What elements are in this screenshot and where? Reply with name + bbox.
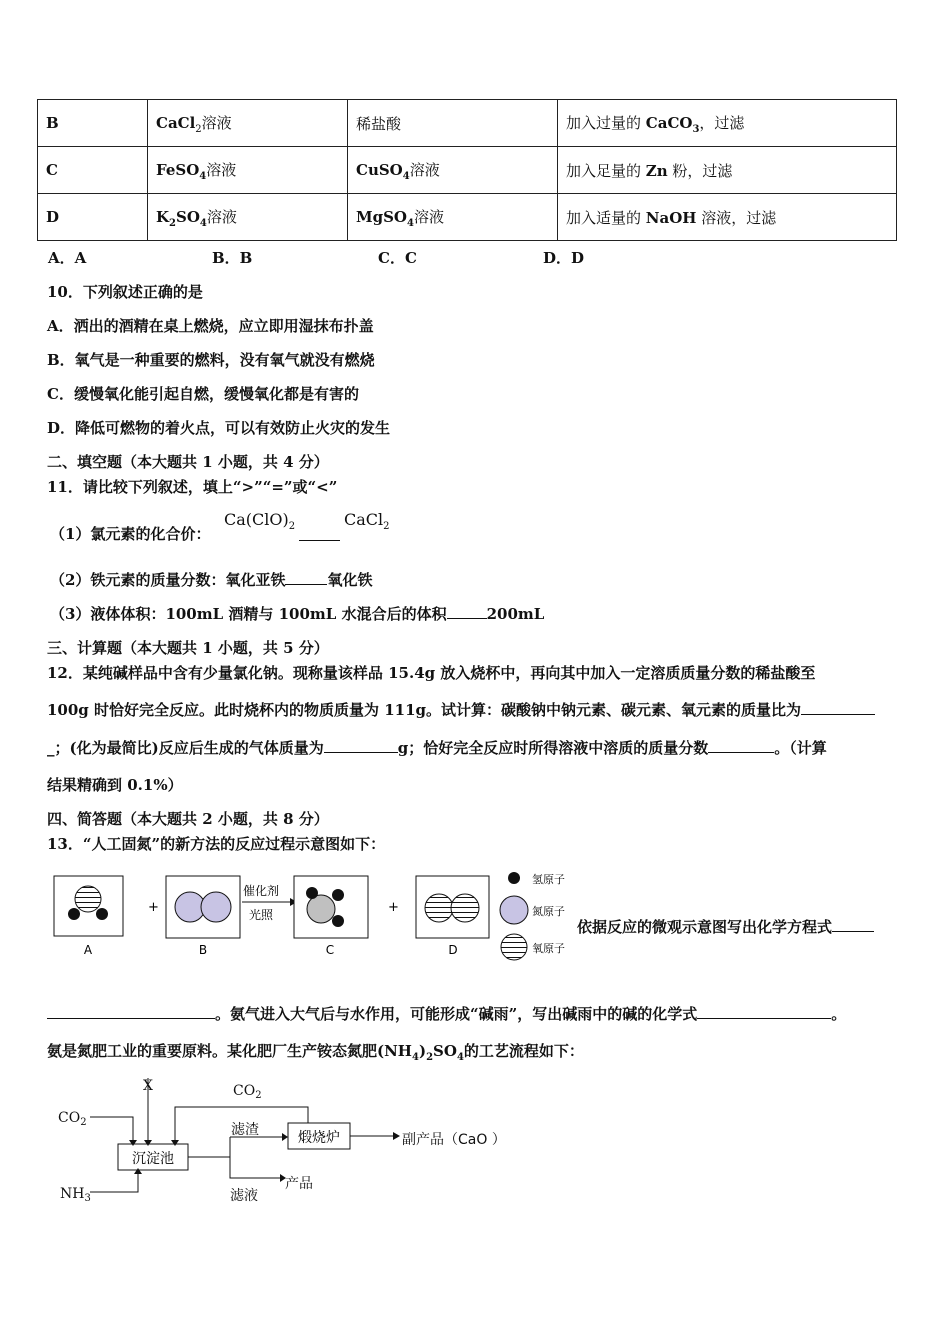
row-label: D [38, 194, 148, 241]
q11-stem: 11．请比较下列叙述，填上“>”“=”或“<” [47, 478, 338, 496]
q11-part1-label: （1）氯元素的化合价： [50, 525, 211, 543]
box-label-d: D [448, 943, 458, 957]
q13-line3: 氨是氮肥工业的重要原料。某化肥厂生产铵态氮肥$(NH_4)_2SO_4$的工艺流程如下： [47, 1042, 584, 1063]
split-line [230, 1137, 282, 1178]
nh3-input-label: $NH_3$ [60, 1186, 91, 1204]
section-3-heading: 三、计算题（本大题共 1 小题，共 5 分） [47, 639, 329, 657]
answer-blank[interactable] [47, 1004, 215, 1019]
co2-output-label: $CO_2$ [233, 1083, 262, 1101]
substance-cell: FeSO$_4$溶液 [148, 147, 348, 194]
row-label: B [38, 100, 148, 147]
choice-c: C．C [378, 249, 417, 267]
reaction-diagram [50, 865, 580, 965]
q11-part1-right: CaCl$_2$ [344, 510, 390, 533]
input-x-label: X [143, 1078, 153, 1094]
q10-option-b: B．氧气是一种重要的燃料，没有氧气就没有燃烧 [47, 351, 375, 369]
q11-part1-left: $Ca(ClO)_2$ [224, 510, 296, 533]
answer-blank[interactable] [299, 526, 340, 541]
method-cell: 加入过量的 CaCO$_3$，过滤 [558, 100, 897, 147]
box-label-c: C [325, 943, 335, 957]
options-table [37, 99, 897, 241]
answer-blank[interactable] [324, 738, 398, 753]
substance-cell: CaCl$_2$溶液 [148, 100, 348, 147]
answer-blank[interactable] [708, 738, 774, 753]
q11-part2: （2）铁元素的质量分数：氧化亚铁 氧化铁 [50, 571, 373, 589]
molecule-box-a [54, 876, 123, 936]
q13-side-text: 依据反应的微观示意图写出化学方程式 [577, 916, 874, 937]
q12-line1: 12．某纯碱样品中含有少量氯化钠。现称量该样品 15.4g 放入烧杯中，再向其中加入一定溶质质量分数的稀盐酸至 [47, 664, 816, 682]
q12-line4: 结果精确到 0.1%） [47, 776, 183, 794]
method-cell: 加入足量的 Zn 粉，过滤 [558, 147, 897, 194]
residue-label: 滤渣 [231, 1122, 259, 1138]
q13-line2: 。氨气进入大气后与水作用，可能形成“碱雨”，写出碱雨中的碱的化学式 。 [47, 1003, 846, 1024]
legend-nitrogen: 氮原子 [532, 905, 565, 918]
q11-part3: （3）液体体积：100mL 酒精与 100mL 水混合后的体积 200mL [50, 605, 545, 623]
q10-option-c: C．缓慢氧化能引起自燃，缓慢氧化都是有害的 [47, 385, 359, 403]
table-row [38, 147, 897, 194]
legend-oxygen-atom [501, 934, 527, 960]
substance-cell: $K_2SO_4$溶液 [148, 194, 348, 241]
table-row [38, 100, 897, 147]
co2-input-line [90, 1117, 133, 1142]
co2-input-label: $CO_2$ [58, 1110, 87, 1128]
impurity-cell: CuSO$_4$溶液 [348, 147, 558, 194]
table-row [38, 194, 897, 241]
q10-option-a: A．洒出的酒精在桌上燃烧，应立即用湿抹布扑盖 [47, 317, 374, 335]
arrow-head [393, 1132, 400, 1140]
catalyst-label: 催化剂 [243, 884, 280, 898]
section-4-heading: 四、简答题（本大题共 2 小题，共 8 分） [47, 810, 329, 828]
answer-blank[interactable] [697, 1004, 831, 1019]
box-label-a: A [83, 943, 93, 957]
molecule-box-c [294, 876, 368, 938]
filtrate-label: 滤液 [230, 1188, 258, 1204]
legend-nitrogen-atom [500, 896, 528, 924]
process-flow-diagram [50, 1070, 550, 1210]
choice-b: B．B [212, 249, 253, 267]
q12-line3: _；(化为最简比)反应后生成的气体质量为 g；恰好完全反应时所得溶液中溶质的质量分数 。（计算 [47, 739, 827, 757]
molecule-box-d [416, 876, 489, 938]
legend-hydrogen: 氢原子 [532, 873, 565, 886]
q10-option-d: D．降低可燃物的着火点，可以有效防止火灾的发生 [47, 419, 391, 437]
q12-line2: 100g 时恰好完全反应。此时烧杯内的物质质量为 111g。试计算：碳酸钠中钠元素、碳元素、氧元素的质量比为 [47, 699, 875, 720]
product-label: 产品 [285, 1176, 313, 1192]
section-2-heading: 二、填空题（本大题共 1 小题，共 4 分） [47, 453, 329, 471]
legend-hydrogen-atom [508, 872, 520, 884]
q13-stem: 13．“人工固氮”的新方法的反应过程示意图如下： [47, 835, 386, 853]
nh3-input-line [90, 1172, 138, 1192]
choice-d: D．D [543, 249, 585, 267]
impurity-cell: 稀盐酸 [348, 100, 558, 147]
method-cell: 加入适量的 NaOH 溶液，过滤 [558, 194, 897, 241]
answer-blank[interactable] [447, 604, 487, 619]
impurity-cell: MgSO$_4$溶液 [348, 194, 558, 241]
plus-sign: + [148, 900, 159, 915]
answer-blank[interactable] [285, 570, 327, 585]
molecule-box-b [166, 876, 240, 938]
choice-a: A．A [48, 249, 87, 267]
box-label-b: B [198, 943, 208, 957]
answer-blank[interactable] [832, 917, 874, 932]
q10-stem: 10．下列叙述正确的是 [47, 283, 203, 301]
row-label: C [38, 147, 148, 194]
answer-blank[interactable] [801, 700, 875, 715]
byproduct-label: 副产品（CaO ） [402, 1132, 506, 1148]
legend-oxygen: 氧原子 [532, 942, 565, 955]
arrow-head [282, 1133, 288, 1141]
light-label: 光照 [249, 908, 274, 922]
plus-sign: + [388, 900, 399, 915]
settling-tank-label: 沉淀池 [132, 1151, 174, 1167]
furnace-label: 煅烧炉 [298, 1130, 340, 1146]
